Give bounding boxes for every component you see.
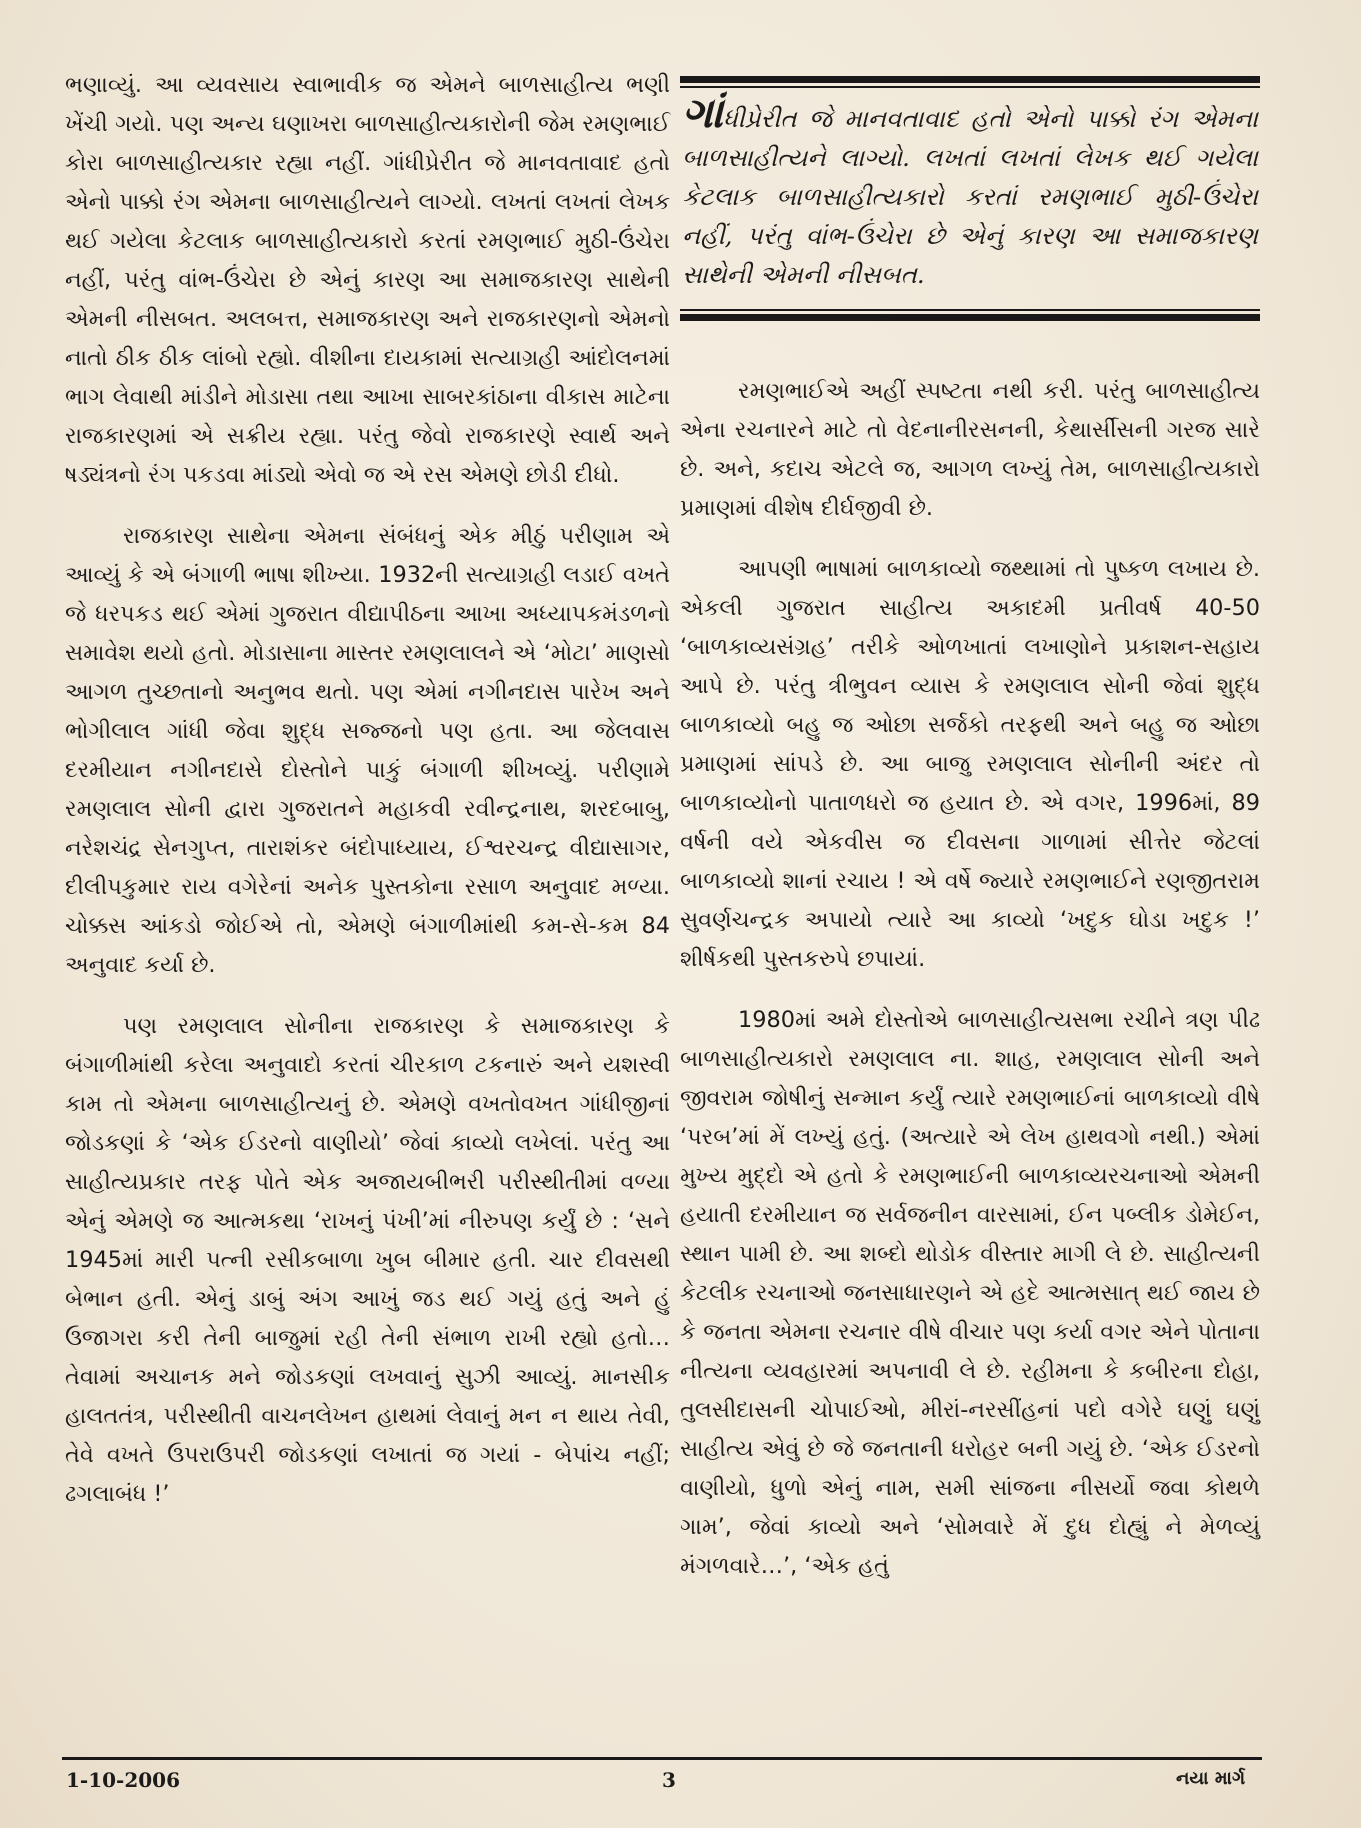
pull-quote-top-rule-thick (680, 76, 1260, 83)
right-paragraph-2: આપણી ભાષામાં બાળકાવ્યો જથ્થામાં તો પુષ્કળ લખાય છે. એકલી ગુજરાત સાહીત્ય અકાદમી પ્રતીવર્ષ 40-50 ‘બાળકાવ્યસંગ્રહ’ તરીકે ઓળખાતાં લખાણોને પ્રકાશન-સહાય આપે છે. પરંતુ ત્રીભુવન વ્યાસ કે રમણલાલ સોની જેવાં શુદ્ધ બાળકાવ્યો બહુ જ ઓછા સર્જકો તરફથી અને બહુ જ ઓછા પ્રમાણમાં સાંપડે છે. આ બાજુ રમણલાલ સોનીની અંદર તો બાળકાવ્યોનો પાતાળધરો જ હયાત છે. એ વગર, 1996માં, 89 વર્ષની વયે એકવીસ જ દીવસના ગાળામાં સીત્તેર જેટલાં બાળકાવ્યો શાનાં રચાય ! એ વર્ષે જ્યારે રમણભાઈને રણજીતરામ સુવર્ણચન્દ્રક અપાયો ત્યારે આ કાવ્યો ‘ખદુક ઘોડા ખદુક !’ શીર્ષકથી પુસ્તકરુપે છપાયાં. (680, 556, 1260, 972)
left-paragraph-3: પણ રમણલાલ સોનીના રાજકારણ કે સમાજકારણ કે બંગાળીમાંથી કરેલા અનુવાદો કરતાં ચીરકાળ ટકનારું અને યશસ્વી કામ તો એમના બાળસાહીત્યનું છે. એમણે વખતોવખત ગાંધીજીનાં જોડકણાં કે ‘એક ઈડરનો વાણીયો’ જેવાં કાવ્યો લખેલાં. પરંતુ આ સાહીત્યપ્રકાર તરફ પોતે એક અજાયબીભરી પરીસ્થીતીમાં વળ્યા એનું એમણે જ આત્મકથા ‘રાખનું પંખી’માં નીરુપણ કર્યું છે : ‘સને 1945માં મારી પત્ની રસીકબાળા ખુબ બીમાર હતી. ચાર દીવસથી બેભાન હતી. એનું ડાબું અંગ આખું જડ થઈ ગયું હતું અને હું ઉજાગરા કરી તેની બાજુમાં રહી તેની સંભાળ રાખી રહ્યો હતો… તેવામાં અચાનક મને જોડકણાં લખવાનું સુઝી આવ્યું. માનસીક હાલતતંત્ર, પરીસ્થીતી વાચનલેખન હાથમાં લેવાનું મન ન થાય તેવી, તેવે વખતે ઉપરાઉપરી જોડકણાં લખાતાં જ ગયાં - બેપાંચ નહીં; ઢગલાબંધ !’ (65, 1013, 670, 1507)
pull-quote-bottom-rule-thick (680, 314, 1260, 321)
left-paragraph-2: રાજકારણ સાથેના એમના સંબંધનું એક મીઠું પરીણામ એ આવ્યું કે એ બંગાળી ભાષા શીખ્યા. 1932ની સત્યાગ્રહી લડાઈ વખતે જે ધરપકડ થઈ એમાં ગુજરાત વીદ્યાપીઠના આખા અધ્યાપકમંડળનો સમાવેશ થયો હતો. મોડાસાના માસ્તર રમણલાલને એ ‘મોટા’ માણસો આગળ તુચ્છતાનો અનુભવ થતો. પણ એમાં નગીનદાસ પારેખ અને ભોગીલાલ ગાંધી જેવા શુદ્ધ સજ્જનો પણ હતા. આ જેલવાસ દરમીયાન નગીનદાસે દોસ્તોને પાકું બંગાળી શીખવ્યું. પરીણામે રમણલાલ સોની દ્વારા ગુજરાતને મહાકવી રવીન્દ્રનાથ, શરદબાબુ, નરેશચંદ્ર સેનગુપ્ત, તારાશંકર બંદોપાધ્યાય, ઈશ્વરચન્દ્ર વીદ્યાસાગર, દીલીપકુમાર રાય વગેરેનાં અનેક પુસ્તકોના રસાળ અનુવાદ મળ્યા. ચોક્કસ આંકડો જોઈએ તો, એમણે બંગાળીમાંથી કમ-સે-કમ 84 અનુવાદ કર્યા છે. (65, 523, 670, 978)
left-paragraph-1: ભણાવ્યું. આ વ્યવસાય સ્વાભાવીક જ એમને બાળસાહીત્ય ભણી ખેંચી ગયો. પણ અન્ય ઘણાખરા બાળસાહીત્યકારોની જેમ રમણભાઈ કોરા બાળસાહીત્યકાર રહ્યા નહીં. ગાંધીપ્રેરીત જે માનવતાવાદ હતો એનો પાક્કો રંગ એમના બાળસાહીત્યને લાગ્યો. લખતાં લખતાં લેખક થઈ ગયેલા કેટલાક બાળસાહીત્યકારો કરતાં રમણભાઈ મુઠી-ઉંચેરા નહીં, પરંતુ વાંભ-ઉંચેરા છે એનું કારણ આ સમાજકારણ સાથેની એમની નીસબત. અલબત્ત, સમાજકારણ અને રાજકારણનો એમનો નાતો ઠીક ઠીક લાંબો રહ્યો. વીશીના દાયકામાં સત્યાગ્રહી આંદોલનમાં ભાગ લેવાથી માંડીને મોડાસા તથા આખા સાબરકાંઠાના વીકાસ માટેના રાજકારણમાં એ સક્રીય રહ્યા. પરંતુ જેવો રાજકારણે સ્વાર્થ અને ષડ્યંત્રનો રંગ પકડવા માંડ્યો એવો જ એ રસ એમણે છોડી દીધો. (65, 72, 670, 488)
pull-quote-bottom-rule-thin (680, 309, 1260, 311)
pull-quote-text (680, 88, 1260, 306)
right-paragraph-1: રમણભાઈએ અહીં સ્પષ્ટતા નથી કરી. પરંતુ બાળસાહીત્ય એના રચનારને માટે તો વેદનાનીરસનની, કેથાર્સીસની ગરજ સારે છે. અને, કદાચ એટલે જ, આગળ લખ્યું તેમ, બાળસાહીત્યકારો પ્રમાણમાં વીશેષ દીર્ઘજીવી છે. (680, 378, 1260, 521)
footer-rule (62, 1757, 1262, 1760)
pull-quote-dropcap: ગાં (682, 88, 723, 137)
pull-quote-body: ધીપ્રેરીત જે માનવતાવાદ હતો એનો પાક્કો રંગ એમના બાળસાહીત્યને લાગ્યો. લખતાં લખતાં લેખક થઈ ગયેલા કેટલાક બાળસાહીત્યકારો કરતાં રમણભાઈ મુઠી-ઉંચેરા નહીં, પરંતુ વાંભ-ઉંચેરા છે એનું કારણ આ સમાજકારણ સાથેની એમની નીસબત. (682, 104, 1258, 289)
right-paragraph-3: 1980માં અમે દોસ્તોએ બાળસાહીત્યસભા રચીને ત્રણ પીઢ બાળસાહીત્યકારો રમણલાલ ના. શાહ, રમણલાલ સોની અને જીવરામ જોષીનું સન્માન કર્યું ત્યારે રમણભાઈનાં બાળકાવ્યો વીષે ‘પરબ’માં મેં લખ્યું હતું. (અત્યારે એ લેખ હાથવગો નથી.) એમાં મુખ્ય મુદ્દો એ હતો કે રમણભાઈની બાળકાવ્યરચનાઓ એમની હયાતી દરમીયાન જ સર્વજનીન વારસામાં, ઈન પબ્લીક ડોમેઈન, સ્થાન પામી છે. આ શબ્દો થોડોક વીસ્તાર માગી લે છે. સાહીત્યની કેટલીક રચનાઓ જનસાધારણને એ હદે આત્મસાત્ થઈ જાય છે કે જનતા એમના રચનાર વીષે વીચાર પણ કર્યા વગર એને પોતાના નીત્યના વ્યવહારમાં અપનાવી લે છે. રહીમના કે કબીરના દોહા, તુલસીદાસની ચોપાઈઓ, મીરાં-નરસીંહનાં પદો વગેરે ઘણું ઘણું સાહીત્ય એવું છે જે જનતાની ધરોહર બની ગયું છે. ‘એક ઈડરનો વાણીયો, ધુળો એનું નામ, સમી સાંજના નીસર્યો જવા કોથળે ગામ’, જેવાં કાવ્યો અને ‘સોમવારે મેં દુધ દોહ્યું ને મેળવ્યું મંગળવારે…’, ‘એક હતું (680, 1007, 1260, 1579)
pull-quote (680, 76, 1260, 321)
footer-page-number: 3 (662, 1768, 676, 1792)
footer-date: 1-10-2006 (66, 1768, 181, 1792)
left-column (65, 66, 670, 1536)
footer-publication-name: નયા માર્ગ (1176, 1768, 1246, 1789)
right-column (680, 372, 1260, 1608)
